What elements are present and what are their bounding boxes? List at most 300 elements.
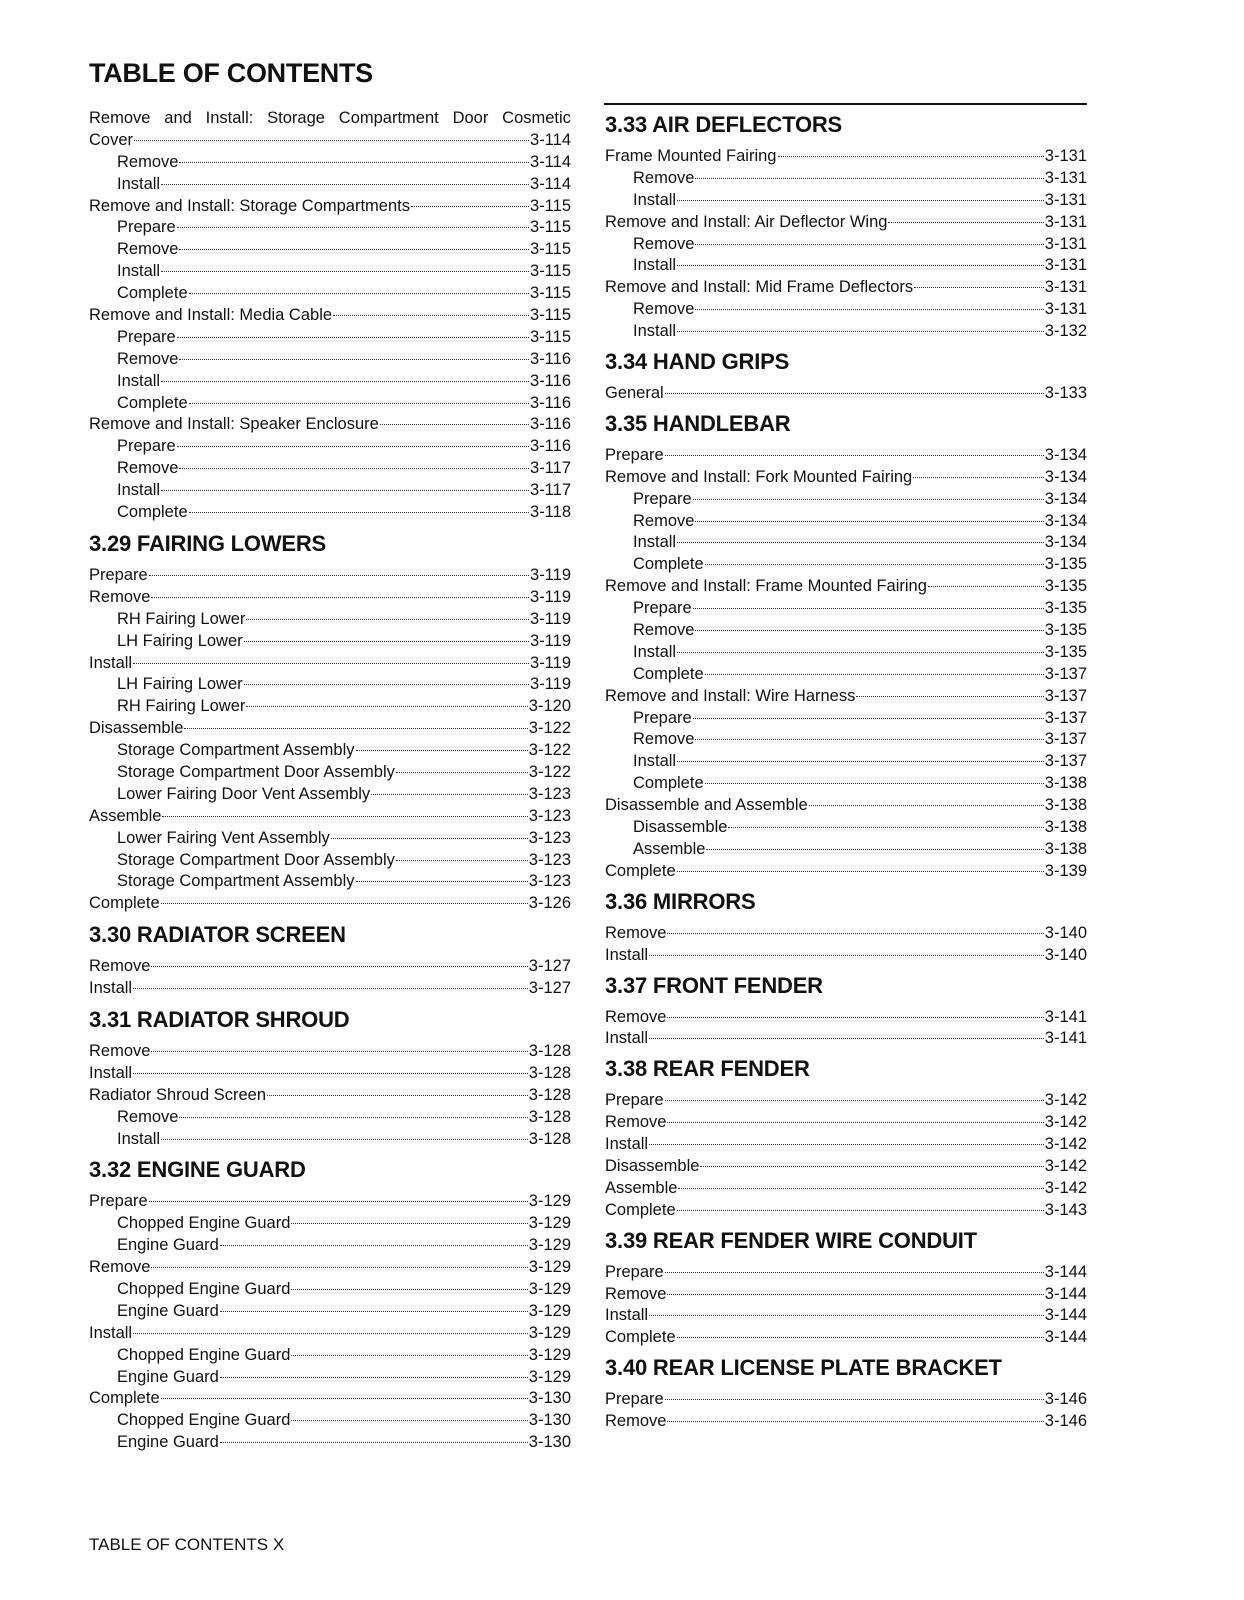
toc-subentry[interactable] — [605, 773, 1087, 795]
toc-subentry[interactable] — [89, 393, 571, 415]
page-number: 3-123 — [528, 784, 571, 803]
page-number: 3-116 — [530, 393, 571, 412]
toc-entry[interactable] — [605, 277, 1087, 299]
toc-subentry[interactable] — [89, 283, 571, 305]
page-number: 3-119 — [530, 653, 571, 672]
page-number: 3-140 — [1044, 945, 1087, 964]
toc-entry[interactable] — [605, 1389, 1087, 1411]
dot-leader — [291, 1289, 527, 1290]
page-number: 3-123 — [528, 828, 571, 847]
entry-title: Complete — [605, 1328, 676, 1347]
toc-entry[interactable] — [605, 576, 1087, 598]
toc-entry[interactable] — [89, 565, 571, 587]
entry-title: Remove — [605, 1412, 667, 1431]
toc-subentry[interactable] — [89, 327, 571, 349]
page-number: 3-123 — [528, 806, 571, 825]
toc-subentry[interactable] — [605, 234, 1087, 256]
entry-title: Remove and Install: Frame Mounted Fairing — [605, 577, 927, 596]
dot-leader — [695, 244, 1043, 245]
toc-subentry[interactable] — [89, 174, 571, 196]
entry-title: Install — [605, 1029, 649, 1048]
toc-entry[interactable] — [605, 212, 1087, 234]
entry-title: Install — [633, 190, 677, 209]
page-number: 3-122 — [528, 741, 571, 760]
toc-subentry[interactable] — [89, 762, 571, 784]
dot-leader — [244, 641, 529, 642]
entry-title: Install — [633, 752, 677, 771]
entry-title: Install — [117, 481, 161, 500]
entry-title: Storage Compartment Door Assembly — [117, 850, 395, 869]
dot-leader — [778, 156, 1044, 157]
toc-entry[interactable] — [605, 1156, 1087, 1178]
toc-subentry[interactable] — [89, 217, 571, 239]
dot-leader — [695, 521, 1043, 522]
toc-subentry[interactable] — [89, 152, 571, 174]
dot-leader — [677, 761, 1044, 762]
toc-entry[interactable] — [605, 1327, 1087, 1349]
toc-subentry[interactable] — [605, 321, 1087, 343]
page-title: TABLE OF CONTENTS — [89, 58, 373, 88]
toc-entry[interactable] — [89, 978, 571, 1000]
entry-title: Prepare — [633, 489, 692, 508]
dot-leader — [928, 586, 1044, 587]
toc-entry[interactable] — [605, 146, 1087, 168]
dot-leader — [133, 663, 529, 664]
entry-title: Prepare — [117, 327, 176, 346]
toc-subentry[interactable] — [89, 828, 571, 850]
dot-leader — [913, 477, 1044, 478]
page-number: 3-120 — [528, 697, 571, 716]
toc-subentry[interactable] — [89, 850, 571, 872]
page-number: 3-135 — [1044, 642, 1087, 661]
page-number: 3-135 — [1044, 621, 1087, 640]
dot-leader — [179, 1117, 527, 1118]
section-heading[interactable]: 3.31 RADIATOR SHROUD — [89, 1006, 350, 1032]
toc-entry[interactable] — [89, 893, 571, 915]
page-number: 3-131 — [1044, 300, 1087, 319]
page-number: 3-137 — [1044, 730, 1087, 749]
toc-subentry[interactable] — [605, 620, 1087, 642]
dot-leader — [356, 881, 528, 882]
dot-leader — [179, 468, 529, 469]
toc-subentry[interactable] — [89, 1279, 571, 1301]
dot-leader — [649, 1038, 1044, 1039]
dot-leader — [380, 424, 529, 425]
toc-entry[interactable] — [605, 467, 1087, 489]
toc-entry[interactable] — [605, 861, 1087, 883]
page-number: 3-128 — [528, 1085, 571, 1104]
page-number: 3-114 — [530, 174, 571, 193]
toc-subentry[interactable] — [89, 1367, 571, 1389]
entry-title: Remove — [633, 621, 695, 640]
entry-title: Disassemble and Assemble — [605, 796, 808, 815]
page-number: 3-129 — [528, 1214, 571, 1233]
entry-title: Storage Compartment Door Assembly — [117, 762, 395, 781]
toc-subentry[interactable] — [605, 554, 1087, 576]
dot-leader — [705, 783, 1044, 784]
dot-leader — [246, 619, 529, 620]
entry-title: Remove and Install: Wire Harness — [605, 686, 856, 705]
dot-leader — [151, 966, 527, 967]
page-number: 3-115 — [530, 327, 571, 346]
entry-title: Disassemble — [89, 719, 184, 738]
dot-leader — [333, 315, 529, 316]
page-number: 3-141 — [1044, 1029, 1087, 1048]
entry-title: Remove — [117, 240, 179, 259]
toc-subentry[interactable] — [89, 740, 571, 762]
dot-leader — [665, 455, 1044, 456]
dot-leader — [728, 827, 1043, 828]
page-number: 3-119 — [530, 675, 571, 694]
section-heading[interactable]: 3.32 ENGINE GUARD — [89, 1157, 306, 1183]
entry-title: Assemble — [89, 806, 162, 825]
toc-entry[interactable] — [89, 414, 571, 436]
entry-title: General — [605, 384, 664, 403]
page-number: 3-134 — [1044, 467, 1087, 486]
toc-entry[interactable] — [605, 945, 1087, 967]
toc-subentry[interactable] — [605, 708, 1087, 730]
page-number: 3-133 — [1044, 384, 1087, 403]
entry-title: Remove — [605, 1007, 667, 1026]
toc-entry[interactable] — [89, 1388, 571, 1410]
section-heading[interactable]: 3.40 REAR LICENSE PLATE BRACKET — [605, 1355, 1002, 1381]
entry-title: Remove and Install: Media Cable — [89, 306, 333, 325]
toc-entry[interactable] — [89, 1041, 571, 1063]
page-number: 3-134 — [1044, 533, 1087, 552]
toc-entry[interactable] — [605, 1284, 1087, 1306]
entry-title: Storage Compartment Assembly — [117, 872, 355, 891]
toc-entry[interactable] — [605, 445, 1087, 467]
toc-subentry[interactable] — [89, 1129, 571, 1151]
toc-entry[interactable] — [605, 1178, 1087, 1200]
section-heading[interactable]: 3.36 MIRRORS — [605, 888, 756, 914]
entry-title: Radiator Shroud Screen — [89, 1085, 267, 1104]
toc-subentry[interactable] — [605, 299, 1087, 321]
toc-subentry[interactable] — [89, 674, 571, 696]
dot-leader — [177, 446, 529, 447]
dot-leader — [331, 838, 528, 839]
toc-subentry[interactable] — [89, 1213, 571, 1235]
toc-subentry[interactable] — [605, 255, 1087, 277]
toc-entry[interactable] — [605, 1262, 1087, 1284]
page-number: 3-135 — [1044, 577, 1087, 596]
toc-entry[interactable] — [89, 653, 571, 675]
page-number: 3-126 — [528, 894, 571, 913]
page-number: 3-129 — [528, 1345, 571, 1364]
page-number: 3-141 — [1044, 1007, 1087, 1026]
entry-title: Remove — [89, 957, 151, 976]
page-number: 3-115 — [530, 306, 571, 325]
page-number: 3-118 — [530, 503, 571, 522]
entry-title: Prepare — [117, 437, 176, 456]
entry-title: Prepare — [117, 218, 176, 237]
toc-subentry[interactable] — [605, 642, 1087, 664]
dot-leader — [693, 499, 1044, 500]
toc-subentry[interactable] — [605, 489, 1087, 511]
toc-entry[interactable] — [89, 1063, 571, 1085]
dot-leader — [220, 1442, 528, 1443]
entry-title: Frame Mounted Fairing — [605, 147, 777, 165]
entry-title: Remove and Install: Storage Compartments — [89, 196, 410, 215]
page-number: 3-130 — [528, 1389, 571, 1408]
toc-subentry[interactable] — [89, 784, 571, 806]
page-number: 3-140 — [1044, 923, 1087, 942]
dot-leader — [396, 772, 528, 773]
toc-subentry[interactable] — [89, 261, 571, 283]
entry-title: Remove — [633, 511, 695, 530]
entry-title: Prepare — [605, 1091, 664, 1110]
entry-title: Remove and Install: Fork Mounted Fairing — [605, 467, 913, 486]
section-heading[interactable]: 3.38 REAR FENDER — [605, 1056, 810, 1082]
toc-subentry[interactable] — [605, 598, 1087, 620]
entry-title: Engine Guard — [117, 1367, 219, 1386]
dot-leader — [677, 1210, 1044, 1211]
entry-title: Install — [117, 1129, 161, 1148]
toc-subentry[interactable] — [89, 1301, 571, 1323]
toc-subentry[interactable] — [89, 349, 571, 371]
toc-entry[interactable] — [89, 806, 571, 828]
toc-entry[interactable] — [605, 1305, 1087, 1327]
toc-subentry[interactable] — [89, 1432, 571, 1454]
toc-entry-wrapped[interactable] — [89, 108, 571, 152]
wrapped-line-1: Remove and Install: Storage Compartment Door Cosmetic — [89, 109, 571, 127]
toc-subentry[interactable] — [605, 839, 1087, 861]
toc-subentry[interactable] — [89, 502, 571, 524]
toc-subentry[interactable] — [89, 1107, 571, 1129]
toc-entry[interactable] — [89, 587, 571, 609]
toc-sections-right — [605, 108, 1087, 1433]
page-number: 3-127 — [528, 957, 571, 976]
section-heading[interactable]: 3.37 FRONT FENDER — [605, 972, 823, 998]
toc-subentry[interactable] — [89, 1410, 571, 1432]
toc-entry[interactable] — [89, 196, 571, 218]
entry-title: Remove — [605, 1284, 667, 1303]
toc-subentry[interactable] — [89, 1345, 571, 1367]
page-number: 3-142 — [1044, 1113, 1087, 1132]
section-heading[interactable]: 3.29 FAIRING LOWERS — [89, 530, 327, 556]
page-number: 3-119 — [530, 587, 571, 606]
toc-subentry[interactable] — [605, 511, 1087, 533]
dot-leader — [914, 287, 1044, 288]
dot-leader — [667, 1294, 1043, 1295]
toc-subentry[interactable] — [89, 696, 571, 718]
toc-subentry[interactable] — [605, 751, 1087, 773]
toc-subentry[interactable] — [605, 532, 1087, 554]
page-number: 3-131 — [1044, 212, 1087, 231]
dot-leader — [667, 933, 1043, 934]
toc-subentry[interactable] — [89, 609, 571, 631]
section-heading[interactable]: 3.39 REAR FENDER WIRE CONDUIT — [605, 1227, 977, 1253]
toc-entry[interactable] — [605, 1411, 1087, 1433]
page-number: 3-116 — [530, 437, 571, 456]
entry-title: Storage Compartment Assembly — [117, 741, 355, 760]
page-number: 3-115 — [530, 262, 571, 281]
entry-title: Remove — [633, 300, 695, 319]
toc-entry[interactable] — [89, 1085, 571, 1107]
page-number: 3-142 — [1044, 1156, 1087, 1175]
dot-leader — [677, 871, 1044, 872]
page-number: 3-116 — [530, 349, 571, 368]
toc-subentry[interactable] — [605, 729, 1087, 751]
page-number: 3-114 — [530, 152, 571, 171]
toc-subentry[interactable] — [89, 480, 571, 502]
toc-entry[interactable] — [605, 923, 1087, 945]
dot-leader — [665, 1100, 1044, 1101]
page-number: 3-135 — [1044, 599, 1087, 618]
page-number: 3-116 — [530, 371, 571, 390]
page-number: 3-131 — [1044, 234, 1087, 253]
page-number: 3-129 — [528, 1323, 571, 1342]
dot-leader — [184, 728, 527, 729]
toc-subentry[interactable] — [605, 190, 1087, 212]
dot-leader — [695, 178, 1043, 179]
entry-title: Remove and Install: Mid Frame Deflectors — [605, 278, 914, 297]
section-heading[interactable]: 3.30 RADIATOR SCREEN — [89, 922, 346, 948]
entry-title: LH Fairing Lower — [117, 675, 243, 694]
entry-title: Remove — [605, 1113, 667, 1132]
page-number: 3-119 — [530, 609, 571, 628]
toc-subentry[interactable] — [89, 458, 571, 480]
dot-leader — [177, 337, 529, 338]
section-heading[interactable]: 3.33 AIR DEFLECTORS — [605, 112, 843, 137]
dot-leader — [189, 293, 529, 294]
dot-leader — [161, 903, 528, 904]
page-number: 3-115 — [530, 284, 571, 303]
toc-subentry[interactable] — [605, 664, 1087, 686]
wrapped-line-2: Cover 3-114 — [89, 130, 571, 152]
page-number: 3-117 — [530, 459, 571, 478]
entry-title: Chopped Engine Guard — [117, 1279, 291, 1298]
entry-title: LH Fairing Lower — [117, 631, 243, 650]
page-number: 3-137 — [1044, 752, 1087, 771]
entry-title: Prepare — [605, 1262, 664, 1281]
entry-title: Install — [605, 1306, 649, 1325]
entry-title: Install — [633, 256, 677, 275]
entry-title: Install — [633, 322, 677, 341]
toc-subentry[interactable] — [89, 239, 571, 261]
entry-title: Remove — [89, 1258, 151, 1277]
dot-leader — [149, 575, 529, 576]
page-number: 3-129 — [528, 1367, 571, 1386]
entry-title: Install — [117, 371, 161, 390]
page-number: 3-115 — [530, 196, 571, 215]
dot-leader — [161, 490, 529, 491]
entry-title: Complete — [633, 664, 704, 683]
toc-entry[interactable] — [605, 1134, 1087, 1156]
page-number: 3-142 — [1044, 1091, 1087, 1110]
dot-leader — [396, 860, 528, 861]
toc-entry[interactable] — [89, 1323, 571, 1345]
section-heading[interactable]: 3.35 HANDLEBAR — [605, 410, 791, 436]
toc-entry[interactable] — [89, 956, 571, 978]
toc-subentry[interactable] — [89, 631, 571, 653]
entry-title: Prepare — [633, 599, 692, 618]
page-number: 3-143 — [1044, 1200, 1087, 1219]
page-number: 3-127 — [528, 979, 571, 998]
toc-entry[interactable] — [89, 305, 571, 327]
entry-title: Complete — [633, 774, 704, 793]
dot-leader — [705, 564, 1044, 565]
toc-subentry[interactable] — [89, 436, 571, 458]
entry-title: Remove — [117, 152, 179, 171]
page-number: 3-129 — [528, 1258, 571, 1277]
toc-entry[interactable] — [605, 1028, 1087, 1050]
entry-title: Chopped Engine Guard — [117, 1214, 291, 1233]
page-number: 3-123 — [528, 850, 571, 869]
toc-entry[interactable] — [605, 795, 1087, 817]
page-number: 3-132 — [1044, 322, 1087, 341]
toc-entry[interactable] — [605, 1090, 1087, 1112]
page-number: 3-128 — [528, 1041, 571, 1060]
toc-entry[interactable] — [605, 1200, 1087, 1222]
entry-title: Chopped Engine Guard — [117, 1411, 291, 1430]
toc-entry[interactable] — [605, 1112, 1087, 1134]
toc-subentry[interactable] — [605, 817, 1087, 839]
toc-entry[interactable] — [89, 718, 571, 740]
dot-leader — [356, 750, 528, 751]
toc-entry[interactable] — [89, 1257, 571, 1279]
dot-leader — [809, 805, 1044, 806]
dot-leader — [151, 1267, 527, 1268]
entry-title: Remove — [633, 730, 695, 749]
entry-title: Prepare — [89, 1192, 148, 1211]
toc-entry[interactable] — [89, 1191, 571, 1213]
toc-subentry[interactable] — [89, 371, 571, 393]
dot-leader — [291, 1355, 527, 1356]
toc-entry[interactable] — [605, 383, 1087, 405]
dot-leader — [133, 1333, 528, 1334]
entry-title: Remove — [605, 923, 667, 942]
entry-title: Assemble — [633, 839, 706, 858]
dot-leader — [291, 1420, 527, 1421]
dot-leader — [693, 608, 1044, 609]
toc-subentry[interactable] — [89, 1235, 571, 1257]
page-footer: TABLE OF CONTENTS X — [89, 1535, 285, 1554]
entry-title: Prepare — [605, 445, 664, 464]
entry-title: Remove — [89, 587, 151, 606]
dot-leader — [161, 184, 529, 185]
page-number: 3-144 — [1044, 1306, 1087, 1325]
dot-leader — [244, 684, 529, 685]
entry-title: Install — [605, 945, 649, 964]
entry-title: Install — [89, 1063, 133, 1082]
page-number: 3-134 — [1044, 445, 1087, 464]
page-number: 3-138 — [1044, 796, 1087, 815]
dot-leader — [705, 674, 1044, 675]
entry-title: Assemble — [605, 1178, 678, 1197]
page-number: 3-129 — [528, 1279, 571, 1298]
dot-leader — [667, 1421, 1043, 1422]
toc-subentry[interactable] — [605, 168, 1087, 190]
toc-subentry[interactable] — [89, 871, 571, 893]
entry-title: RH Fairing Lower — [117, 609, 246, 628]
dot-leader — [677, 542, 1044, 543]
dot-leader — [220, 1245, 528, 1246]
toc-entry[interactable] — [605, 1007, 1087, 1029]
entry-title: Install — [633, 642, 677, 661]
page-number: 3-114 — [530, 130, 571, 149]
page-number: 3-131 — [1044, 190, 1087, 209]
section-heading[interactable]: 3.34 HAND GRIPS — [605, 349, 790, 375]
dot-leader — [134, 140, 529, 141]
entry-title: Prepare — [633, 708, 692, 727]
dot-leader — [161, 1398, 528, 1399]
page-number: 3-128 — [528, 1063, 571, 1082]
toc-entry[interactable] — [605, 686, 1087, 708]
entry-title: Remove — [117, 459, 179, 478]
dot-leader — [179, 249, 529, 250]
entry-title: Engine Guard — [117, 1433, 219, 1452]
